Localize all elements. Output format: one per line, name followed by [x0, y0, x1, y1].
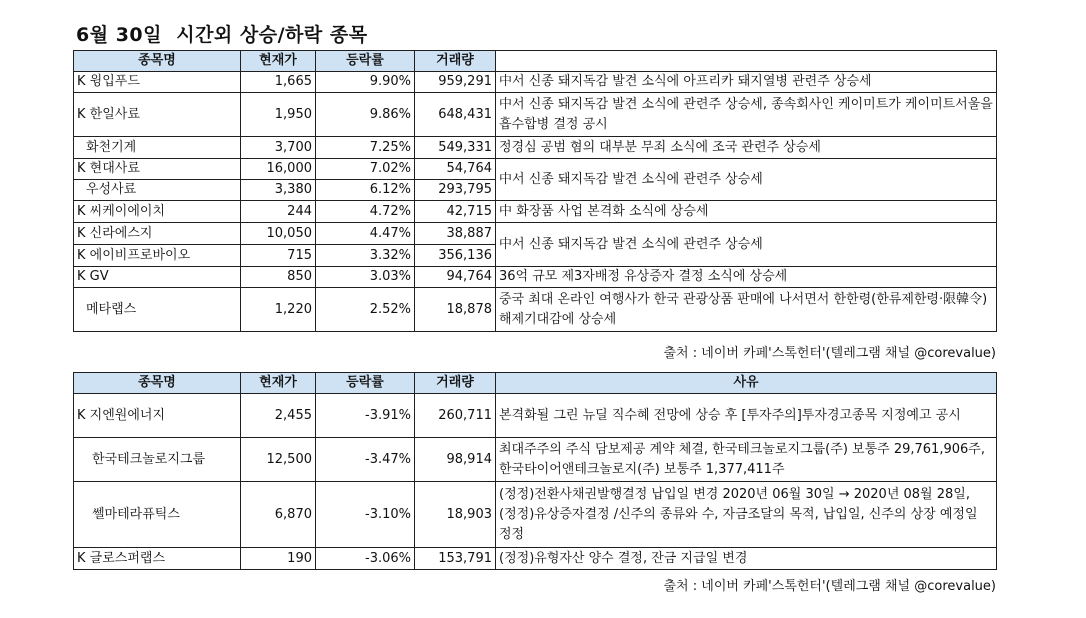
- stock-rate: -3.91%: [316, 394, 415, 438]
- stock-name: 한국테크놀로지그룹: [74, 438, 241, 482]
- stock-reason: 中서 신종 돼지독감 발견 소식에 관련주 상승세: [496, 223, 997, 267]
- stock-price: 12,500: [241, 438, 316, 482]
- col-header-reason: [496, 51, 997, 72]
- stock-price: 1,665: [241, 72, 316, 93]
- table-row: [74, 438, 997, 482]
- stock-reason: 中서 신종 돼지독감 발견 소식에 관련주 상승세, 종속회사인 케이미트가 케이미트서울을 흡수합병 결정 공시: [496, 93, 997, 137]
- stock-price: 6,870: [241, 482, 316, 548]
- stock-reason: 본격화될 그린 뉴딜 직수혜 전망에 상승 후 [투자주의]투자경고종목 지정예고 공시: [496, 394, 997, 438]
- stock-volume: 549,331: [415, 137, 496, 159]
- stock-rate: 4.72%: [316, 201, 415, 223]
- stock-name: K 에이비프로바이오: [74, 245, 241, 267]
- stock-volume: 94,764: [415, 267, 496, 288]
- col-header-name: 종목명: [74, 373, 241, 394]
- stock-reason: 중국 최대 온라인 여행사가 한국 관광상품 판매에 나서면서 한한령(한류제한령·限韓令) 해제기대감에 상승세: [496, 288, 997, 332]
- stock-reason: 中서 신종 돼지독감 발견 소식에 아프리카 돼지열병 관련주 상승세: [496, 72, 997, 93]
- stock-price: 10,050: [241, 223, 316, 245]
- col-header-reason: 사유: [496, 373, 997, 394]
- stock-rate: -3.47%: [316, 438, 415, 482]
- stock-name: K 지엔원에너지: [74, 394, 241, 438]
- stock-reason: 中서 신종 돼지독감 발견 소식에 관련주 상승세: [496, 159, 997, 201]
- stock-rate: -3.06%: [316, 548, 415, 570]
- rise-table: [73, 50, 997, 332]
- table-row: [74, 72, 997, 93]
- table-row: [74, 394, 997, 438]
- stock-reason: (정정)유형자산 양수 결정, 잔금 지급일 변경: [496, 548, 997, 570]
- stock-reason: (정정)전환사채권발행결정 납입일 변경 2020년 06월 30일 → 2020년 08월 28일, (정정)유상증자결정 /신주의 종류와 수, 자금조달의 목적, 납입일, 신주의 상장 예정일 정정: [496, 482, 997, 548]
- stock-volume: 18,878: [415, 288, 496, 332]
- stock-price: 244: [241, 201, 316, 223]
- fall-table: [73, 372, 997, 570]
- source-note: 출처 : 네이버 카페'스톡헌터'(텔레그램 채널 @corevalue): [663, 579, 996, 594]
- table-row: [74, 137, 997, 159]
- stock-price: 2,455: [241, 394, 316, 438]
- stock-price: 3,380: [241, 180, 316, 201]
- table-row: [74, 223, 997, 245]
- stock-rate: 7.25%: [316, 137, 415, 159]
- stock-rate: -3.10%: [316, 482, 415, 548]
- stock-name: K 현대사료: [74, 159, 241, 180]
- stock-rate: 7.02%: [316, 159, 415, 180]
- table-row: [74, 548, 997, 570]
- stock-volume: 648,431: [415, 93, 496, 137]
- table-row: [74, 482, 997, 548]
- stock-price: 1,950: [241, 93, 316, 137]
- stock-name: K GV: [74, 267, 241, 288]
- stock-volume: 18,903: [415, 482, 496, 548]
- stock-reason: 정경심 공범 혐의 대부분 무죄 소식에 조국 관련주 상승세: [496, 137, 997, 159]
- stock-name: 쎌마테라퓨틱스: [74, 482, 241, 548]
- table-row: [74, 267, 997, 288]
- table-row: [74, 93, 997, 137]
- stock-name: K 한일사료: [74, 93, 241, 137]
- stock-rate: 9.86%: [316, 93, 415, 137]
- rise-header-row: [74, 51, 997, 72]
- table-row: [74, 288, 997, 332]
- stock-price: 1,220: [241, 288, 316, 332]
- stock-rate: 2.52%: [316, 288, 415, 332]
- stock-name: 메타랩스: [74, 288, 241, 332]
- stock-volume: 356,136: [415, 245, 496, 267]
- stock-volume: 293,795: [415, 180, 496, 201]
- stock-price: 16,000: [241, 159, 316, 180]
- stock-price: 715: [241, 245, 316, 267]
- stock-name: 화천기계: [74, 137, 241, 159]
- stock-name: K 글로스퍼랩스: [74, 548, 241, 570]
- col-header-price: 현재가: [241, 373, 316, 394]
- table-row: [74, 159, 997, 180]
- col-header-name: 종목명: [74, 51, 241, 72]
- table-row: [74, 201, 997, 223]
- stock-name: K 윙입푸드: [74, 72, 241, 93]
- col-header-rate: 등락률: [316, 51, 415, 72]
- col-header-price: 현재가: [241, 51, 316, 72]
- stock-rate: 3.32%: [316, 245, 415, 267]
- fall-header-row: [74, 373, 997, 394]
- stock-volume: 153,791: [415, 548, 496, 570]
- col-header-volume: 거래량: [415, 51, 496, 72]
- col-header-rate: 등락률: [316, 373, 415, 394]
- stock-volume: 38,887: [415, 223, 496, 245]
- stock-name: K 씨케이에이치: [74, 201, 241, 223]
- stock-price: 850: [241, 267, 316, 288]
- col-header-volume: 거래량: [415, 373, 496, 394]
- source-note: 출처 : 네이버 카페'스톡헌터'(텔레그램 채널 @corevalue): [663, 346, 996, 361]
- stock-rate: 3.03%: [316, 267, 415, 288]
- stock-reason: 최대주주의 주식 담보제공 계약 체결, 한국테크놀로지그룹(주) 보통주 29,761,906주, 한국타이어앤테크놀로지(주) 보통주 1,377,411주: [496, 438, 997, 482]
- stock-name: 우성사료: [74, 180, 241, 201]
- stock-reason: 中 화장품 사업 본격화 소식에 상승세: [496, 201, 997, 223]
- stock-rate: 6.12%: [316, 180, 415, 201]
- stock-volume: 42,715: [415, 201, 496, 223]
- stock-price: 3,700: [241, 137, 316, 159]
- stock-volume: 959,291: [415, 72, 496, 93]
- stock-volume: 260,711: [415, 394, 496, 438]
- stock-rate: 4.47%: [316, 223, 415, 245]
- stock-reason: 36억 규모 제3자배정 유상증자 결정 소식에 상승세: [496, 267, 997, 288]
- stock-rate: 9.90%: [316, 72, 415, 93]
- stock-volume: 54,764: [415, 159, 496, 180]
- stock-name: K 신라에스지: [74, 223, 241, 245]
- stock-volume: 98,914: [415, 438, 496, 482]
- page-title: 6월 30일 시간외 상승/하락 종목: [76, 24, 368, 46]
- stock-price: 190: [241, 548, 316, 570]
